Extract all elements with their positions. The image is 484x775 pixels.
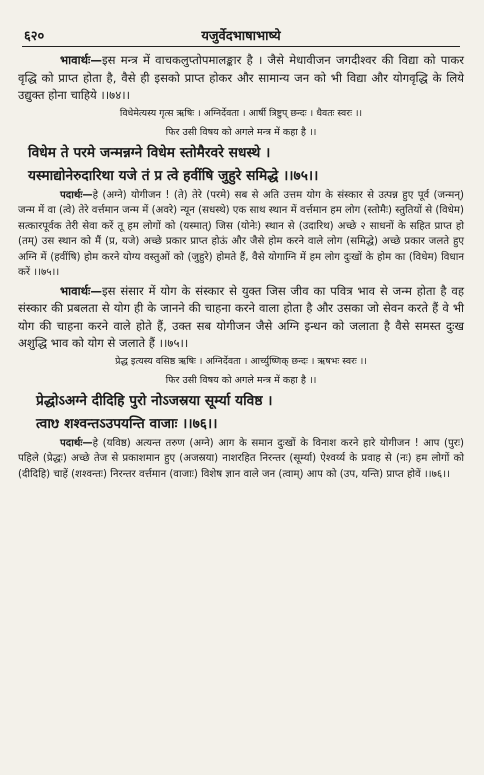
bhavartha-paragraph-75: [18, 283, 464, 353]
bhavartha-paragraph-74: [18, 52, 464, 105]
mantra-76-line-2: त्वाᳪ शश्वन्तऽउपयन्ति वाजाः ।।७६।।: [36, 415, 218, 432]
bhavartha-label: भावार्थः—: [60, 283, 102, 298]
mantra-75-line-2: यस्माद्योनेरुदारिथा यजे तं प्र त्वे हवींषि जुहुरे समिद्धे ।।७५।।: [28, 167, 319, 184]
mantra-intro-75: फिर उसी विषय को अगले मन्त्र में कहा है ।।: [165, 126, 317, 138]
padartha-text: हे (यविष्ठ) अत्यन्त तरुण (अग्ने) आग के समान दुःखों के विनाश करने हारे योगीजन ! आप (पुरः) पहिले (प्रेद्धः) अच्छे तेज से प्रकाशमान हुए (अजस्रया) नाशरहित निरन्तर (सूर्म्या) ऐश्वर्य्य के प्रवाह से (नः) हम लोगों को (दीदिहि) चाहें (शश्वन्तः) निरन्तर वर्त्तमान (वाजाः) विशेष ज्ञान वाले जन (त्वाम्) आप को (उप, यन्ति) प्राप्त होवें ।।७६।।: [18, 437, 464, 480]
padartha-label: पदार्थः—: [60, 437, 93, 449]
padartha-paragraph-76: [18, 436, 464, 483]
page-number: ६२०: [24, 29, 45, 44]
mantra-76-line-1: प्रेद्धोऽअग्ने दीदिहि पुरो नोऽजस्रया सूर्म्या यविष्ठ ।: [36, 392, 273, 409]
page-header: [24, 26, 458, 46]
padartha-label: पदार्थः—: [60, 189, 93, 201]
mantra-75-line-1: विधेम ते परमे जन्मन्नग्ने विधेम स्तोमैरवरे सधस्थे ।: [28, 144, 271, 161]
running-title: यजुर्वेदभाषाभाष्ये: [201, 29, 281, 44]
padartha-text: हे (अग्ने) योगीजन ! (ते) तेरे (परमे) सब से अति उत्तम योग के संस्कार से उत्पन्न हुए पूर्व (जन्मन्) जन्म में वा (त्वे) तेरे वर्त्तमान जन्म में (अवरे) न्यून (सधस्थे) एक साथ स्थान में वर्त्तमान हम लोग (स्तोमैः) स्तुतियों से (विधेम) सत्कारपूर्वक तेरी सेवा करें तू हम लोगों को (यस्मात्) जिस (योनेः) स्थान से (उदारिथ) अच्छे २ साधनों के सहित प्राप्त हो (तम्) उस स्थान को मैं (प्र, यजे) अच्छे प्रकार प्राप्त होऊं और जैसे होम करने वाले लोग (समिद्धे) अच्छे प्रकार जलते हुए अग्नि में (हवींषि) होम करने योग्य वस्तुओं को (जुहुरे) होमते हैं, वैसे योगाग्नि में हम लोग दुःखों के होम का (विधेम) विधान करें ।।७५।।: [18, 189, 464, 278]
padartha-paragraph-75: [18, 188, 464, 281]
page-body: [18, 52, 464, 482]
header-rule: [22, 46, 460, 47]
mantra-intro-76: फिर उसी विषय को अगले मन्त्र में कहा है ।।: [165, 374, 317, 386]
bhavartha-text: इस संसार में योग के संस्कार से युक्त जिस जीव का पवित्र भाव से जन्म होता है वह संस्कार की प्रबलता से योग ही के जानने की चाहना करने वाला होता है और उसका जो सेवन करते हैं वे भी योग की चाहना करने वाले होते हैं, उक्त सब योगीजन जैसे अग्नि इन्धन को जलाता है वैसे समस्त दुःख अशुद्धि भाव को योग से जलाते हैं ।।७५।।: [18, 283, 464, 350]
mantra-meta-76: प्रेद्ध इत्यस्य वसिष्ठ ऋषिः । अग्निर्देवता । आर्च्युष्णिक् छन्दः । ऋषभः स्वरः ।।: [115, 355, 367, 367]
mantra-meta-75: विधेमेत्यस्य गृत्स ऋषिः । अग्निर्देवता । आर्षी त्रिष्टुप् छन्दः । धैवतः स्वरः ।।: [119, 107, 363, 119]
bhavartha-label: भावार्थः—: [60, 53, 102, 67]
bhavartha-text: इस मन्त्र में वाचकलुप्तोपमालङ्कार है । जैसे मेधावीजन जगदीश्वर की विद्या को पाकर वृद्धि को प्राप्त होता है, वैसे ही इसको प्राप्त होकर और सामान्य जन को भी विद्या और योगवृद्धि के लिये उद्युक्त होना चाहिये ।।७४।।: [18, 53, 464, 102]
